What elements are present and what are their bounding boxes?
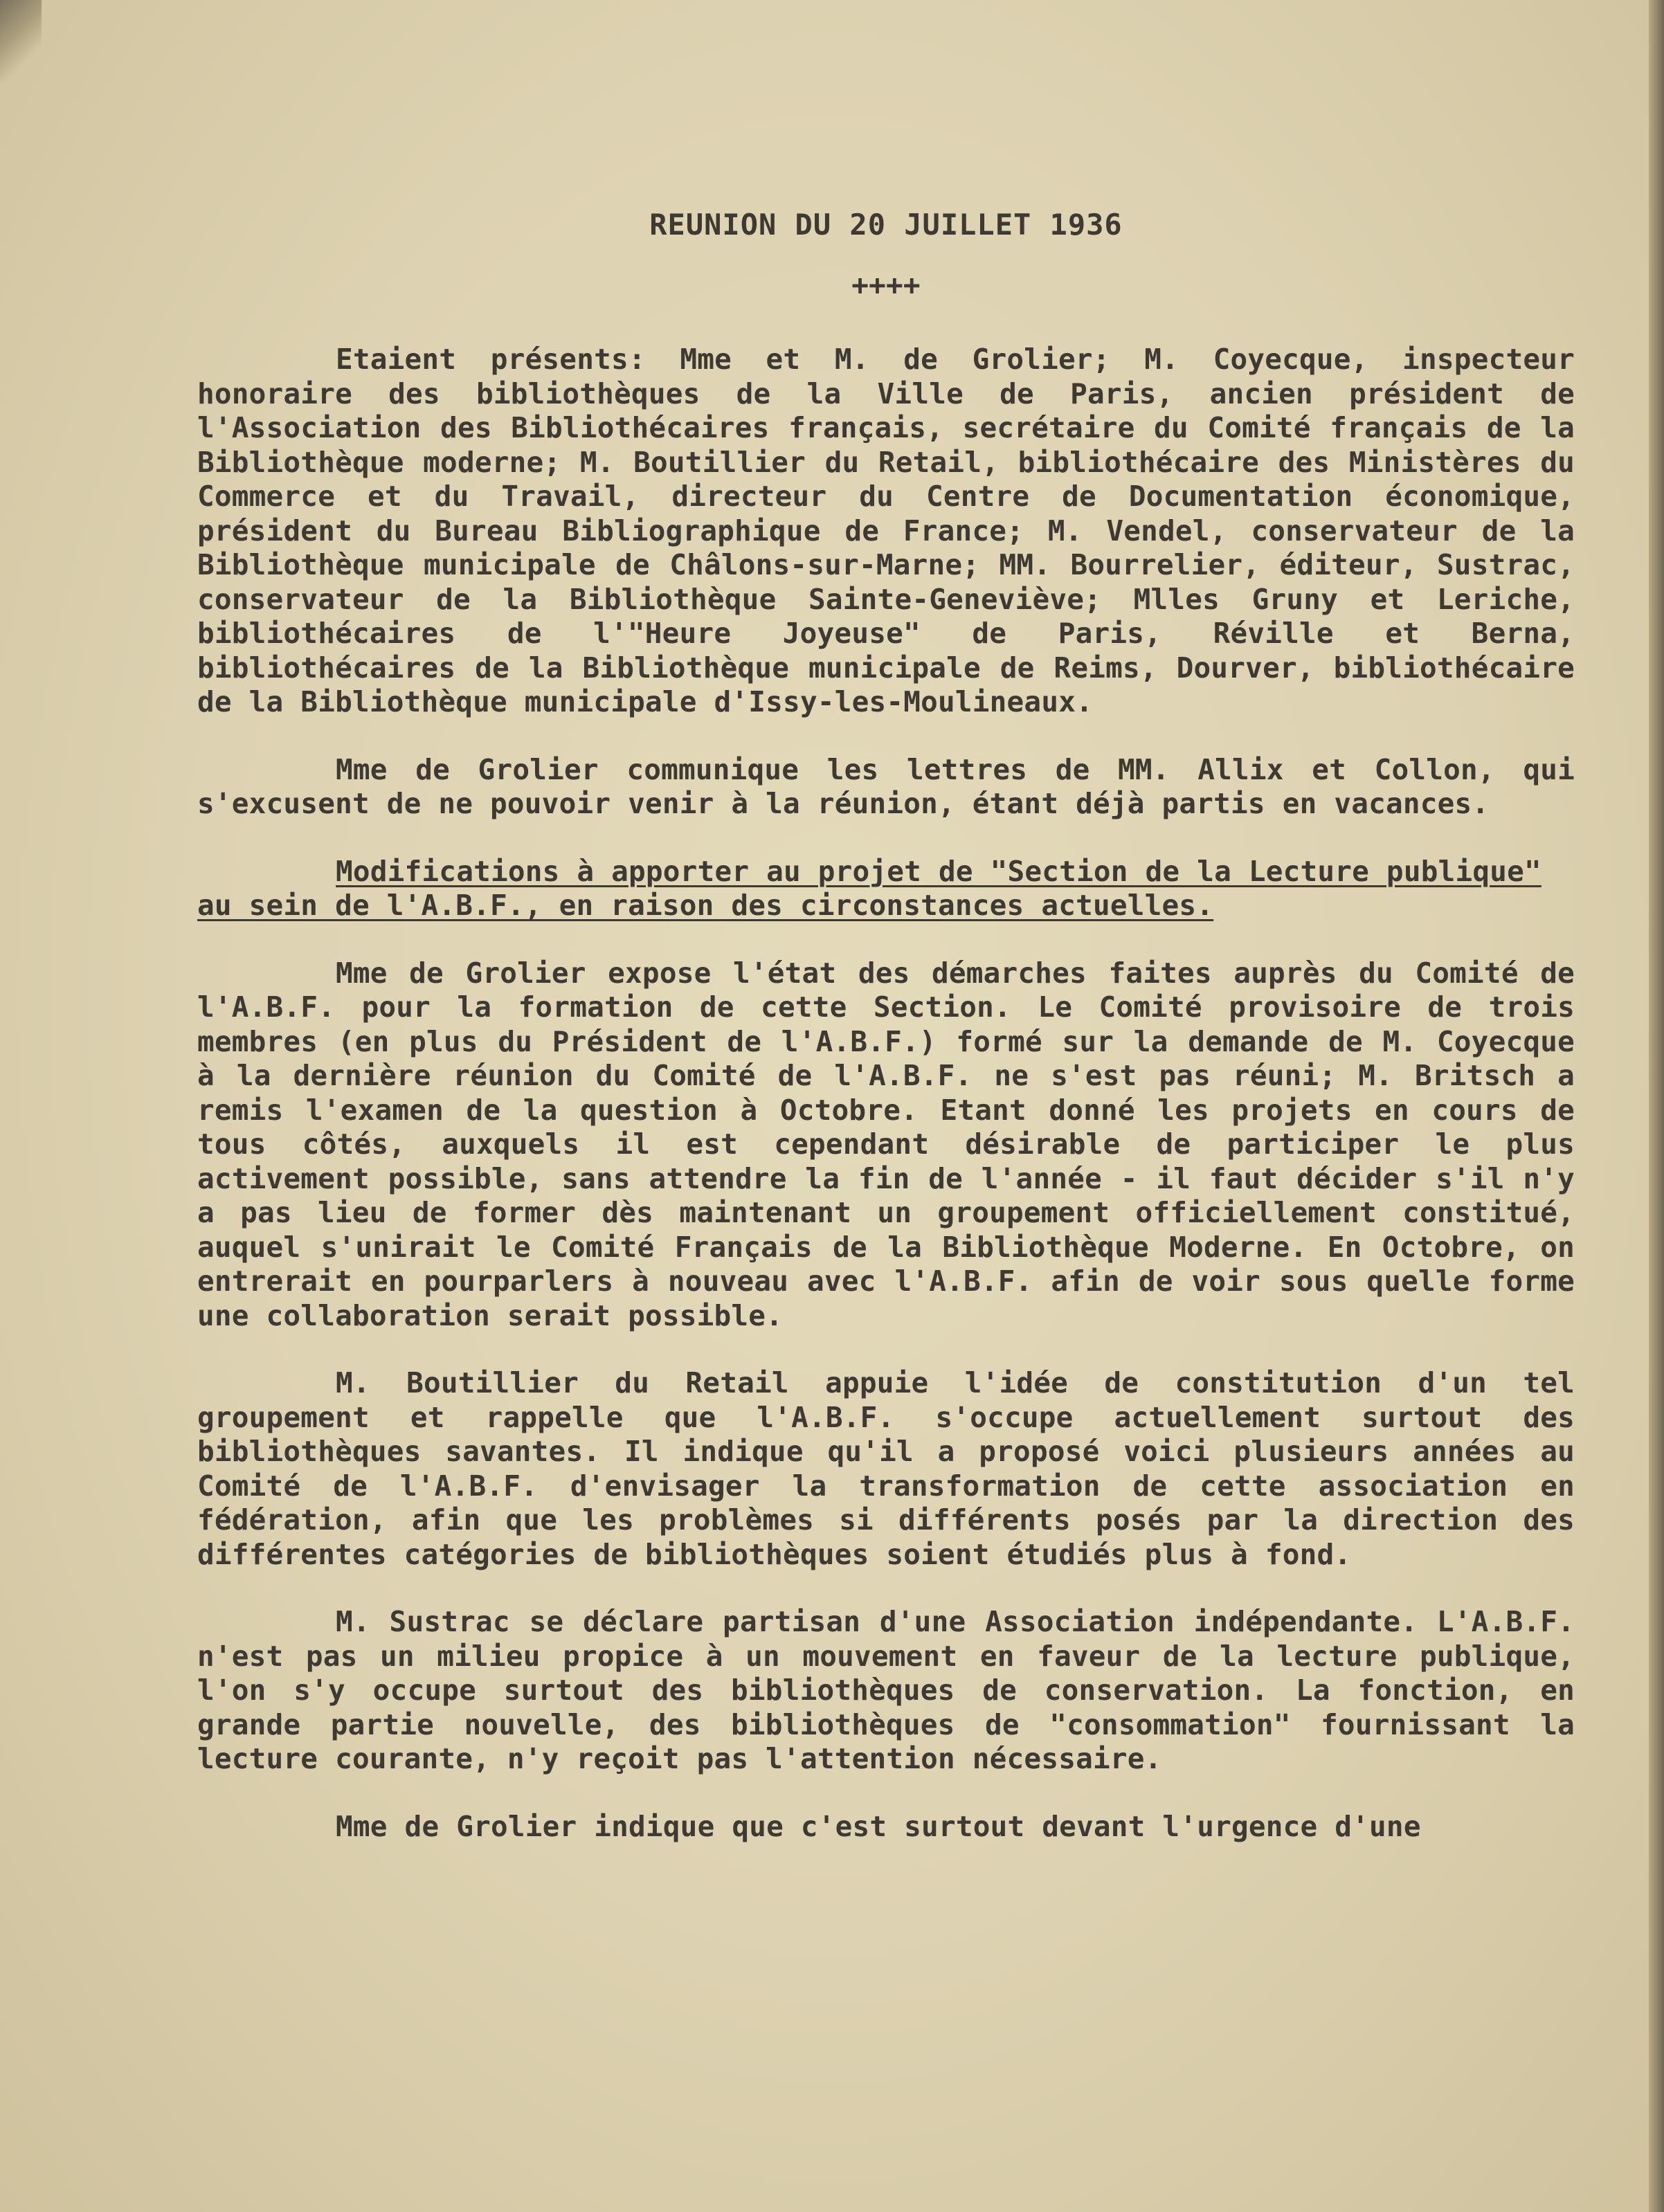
document-body xyxy=(197,208,1575,1844)
paragraph-sustrac: M. Sustrac se déclare partisan d'une Association indépendante. L'A.B.F. n'est pas un milieu propice à un mouvement en faveur de la lecture publique, l'on s'y occupe surtout des bibliothèques de conservation. La fonction, en grande partie nouvelle, des bibliothèques de "consommation" fournissant la lecture courante, n'y reçoit pas l'attention nécessaire. xyxy=(197,1605,1575,1775)
title-separator: ++++ xyxy=(851,268,921,302)
paragraph-grolier-expose: Mme de Grolier expose l'état des démarches faites auprès du Comité de l'A.B.F. pour la formation de cette Section. Le Comité provisoire de trois membres (en plus du Président de l'A.B.F.) formé sur la demande de M. Coyecque à la dernière réunion du Comité de l'A.B.F. ne s'est pas réuni; M. Britsch a remis l'examen de la question à Octobre. Etant donné les projets en cours de tous côtés, auxquels il est cependant désirable de participer le plus activement possible, sans attendre la fin de l'année - il faut décider s'il n'y a pas lieu de former dès maintenant un groupement officiellement constitué, auquel s'unirait le Comité Français de la Bibliothèque Moderne. En Octobre, on entrerait en pourparlers à nouveau avec l'A.B.F. afin de voir sous quelle forme une collaboration serait possible. xyxy=(197,956,1575,1332)
document-title: REUNION DU 20 JUILLET 1936 xyxy=(649,208,1123,242)
paragraph-excuses: Mme de Grolier communique les lettres de MM. Allix et Collon, qui s'excusent de ne pouvoir venir à la réunion, étant déjà partis en vacances. xyxy=(197,752,1575,820)
paragraph-attendees: Etaient présents: Mme et M. de Grolier; M. Coyecque, inspecteur honoraire des bibliothèques de la Ville de Paris, ancien président de l'Association des Bibliothécaires français, secrétaire du Comité français de la Bibliothèque moderne; M. Boutillier du Retail, bibliothécaire des Ministères du Commerce et du Travail, directeur du Centre de Documentation économique, président du Bureau Bibliographique de France; M. Vendel, conservateur de la Bibliothèque municipale de Châlons-sur-Marne; MM. Bourrelier, éditeur, Sustrac, conservateur de la Bibliothèque Sainte-Geneviève; Mlles Gruny et Leriche, bibliothécaires de l'"Heure Joyeuse" de Paris, Réville et Berna, bibliothécaires de la Bibliothèque municipale de Reims, Dourver, bibliothécaire de la Bibliothèque municipale d'Issy-les-Moulineaux. xyxy=(197,343,1575,718)
paragraph-boutillier: M. Boutillier du Retail appuie l'idée de constitution d'un tel groupement et rappelle que l'A.B.F. s'occupe actuellement surtout des bibliothèques savantes. Il indique qu'il a proposé voici plusieurs années au Comité de l'A.B.F. d'envisager la transformation de cette association en fédération, afin que les problèmes si différents posés par la direction des différentes catégories de bibliothèques soient étudiés plus à fond. xyxy=(197,1366,1575,1571)
page-edge xyxy=(1649,0,1664,2212)
paragraph-grolier-urgence: Mme de Grolier indique que c'est surtout devant l'urgence d'une xyxy=(336,1809,1421,1843)
section-heading: Modifications à apporter au projet de "Section de la Lecture publique" au sein de l'A.B.F., en raison des circonstances actuelles. xyxy=(197,854,1541,922)
folded-corner xyxy=(0,0,42,83)
